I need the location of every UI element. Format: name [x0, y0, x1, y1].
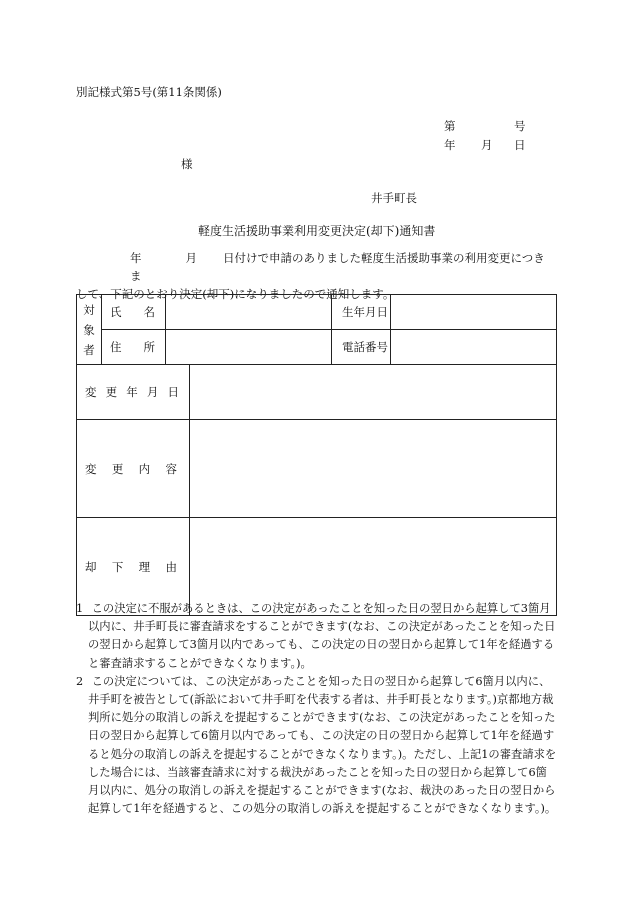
subject-char: 象 — [83, 322, 95, 337]
address-label-cell — [102, 330, 166, 365]
name-input-cell[interactable] — [166, 295, 332, 330]
note-text: この決定については、この決定があったことを知った日の翌日から起算して6箇月以内に、井手町を被告として(訴訟において井手町を代表する者は、井手町長となります。)京都地方裁判所に処分の取消しの訴えを提起することができます(なお、この決定があったことを知った日の翌日から起算して6箇月以内であっても、この決定の日の翌日から起算して1年を経過すると処分の取消しの訴えを提起することができなくなります。)。ただし、上記1の審査請求をした場合には、当該審査請求に対する裁決があったことを知った日の翌日から起算して6箇月以内に、処分の取消しの訴えを提起することができます(なお、裁決のあった日の翌日から起算して1年を経過すると、この処分の取消しの訴えを提起することができなくなります。)。 — [88, 674, 557, 816]
change-date-char: 年 — [126, 385, 138, 399]
change-content-char: 更 — [111, 461, 124, 476]
note-item — [76, 673, 558, 819]
reject-reason-char: 却 — [85, 559, 97, 574]
date-year-label: 年 — [444, 138, 456, 152]
subject-char: 者 — [83, 342, 95, 357]
change-date-label-cell — [77, 365, 190, 420]
address-label-char: 住 — [110, 340, 122, 354]
change-content-label-cell — [77, 420, 190, 518]
subject-header-cell — [77, 295, 102, 365]
address-input-cell[interactable] — [166, 330, 332, 365]
document-number-prefix: 第 — [444, 119, 456, 133]
change-date-char: 変 — [85, 385, 97, 399]
address-label-char: 所 — [143, 340, 155, 354]
phone-input-cell[interactable] — [391, 330, 557, 365]
name-label-cell — [102, 295, 166, 330]
birthdate-label-cell — [332, 295, 391, 330]
name-label-char: 名 — [143, 305, 155, 319]
birthdate-label: 生年月日 — [342, 305, 388, 319]
phone-label-cell — [332, 330, 391, 365]
change-content-input-cell[interactable] — [190, 420, 557, 518]
document-number-suffix: 号 — [514, 119, 526, 133]
note-number: 1 — [76, 602, 84, 615]
body-line2-text: して、下記のとおり決定(却下)になりましたので通知します。 — [76, 287, 395, 301]
body-line1-text: 日付けで申請のありました軽度生活援助事業の利用変更につきま — [130, 251, 545, 283]
change-content-char: 内 — [138, 461, 151, 476]
note-number: 2 — [76, 674, 84, 688]
body-year-label: 年 — [130, 251, 142, 265]
form-number-label: 別記様式第5号(第11条関係) — [76, 85, 222, 99]
reject-reason-char: 理 — [138, 559, 151, 574]
notice-table — [76, 294, 557, 616]
date-month-label: 月 — [481, 138, 493, 152]
change-content-char: 変 — [85, 461, 97, 476]
reject-reason-char: 由 — [165, 559, 177, 574]
change-content-char: 容 — [165, 461, 177, 476]
subject-char: 対 — [83, 302, 95, 317]
note-text: この決定に不服があるときは、この決定があったことを知った日の翌日から起算して3箇月以内に、井手町長に審査請求をすることができます(なお、この決定があったことを知った日の翌日から起算して3箇月以内であっても、この決定の日の翌日から起算して1年を経過すると審査請求することができなくなります。)。 — [88, 602, 556, 670]
phone-label: 電話番号 — [342, 340, 388, 354]
note-item — [76, 600, 558, 673]
change-date-char: 更 — [105, 385, 118, 399]
change-date-input-cell[interactable] — [190, 365, 557, 420]
reject-reason-char: 下 — [111, 559, 124, 574]
date-day-label: 日 — [514, 138, 526, 152]
recipient-honorific: 様 — [181, 157, 193, 171]
change-date-char: 日 — [167, 385, 179, 399]
issuer-name: 井手町長 — [371, 191, 417, 205]
body-month-label: 月 — [185, 251, 197, 265]
birthdate-input-cell[interactable] — [391, 295, 557, 330]
document-title: 軽度生活援助事業利用変更決定(却下)通知書 — [198, 224, 436, 238]
name-label-char: 氏 — [110, 305, 122, 319]
change-date-char: 月 — [146, 385, 159, 399]
notes-section — [76, 600, 558, 818]
